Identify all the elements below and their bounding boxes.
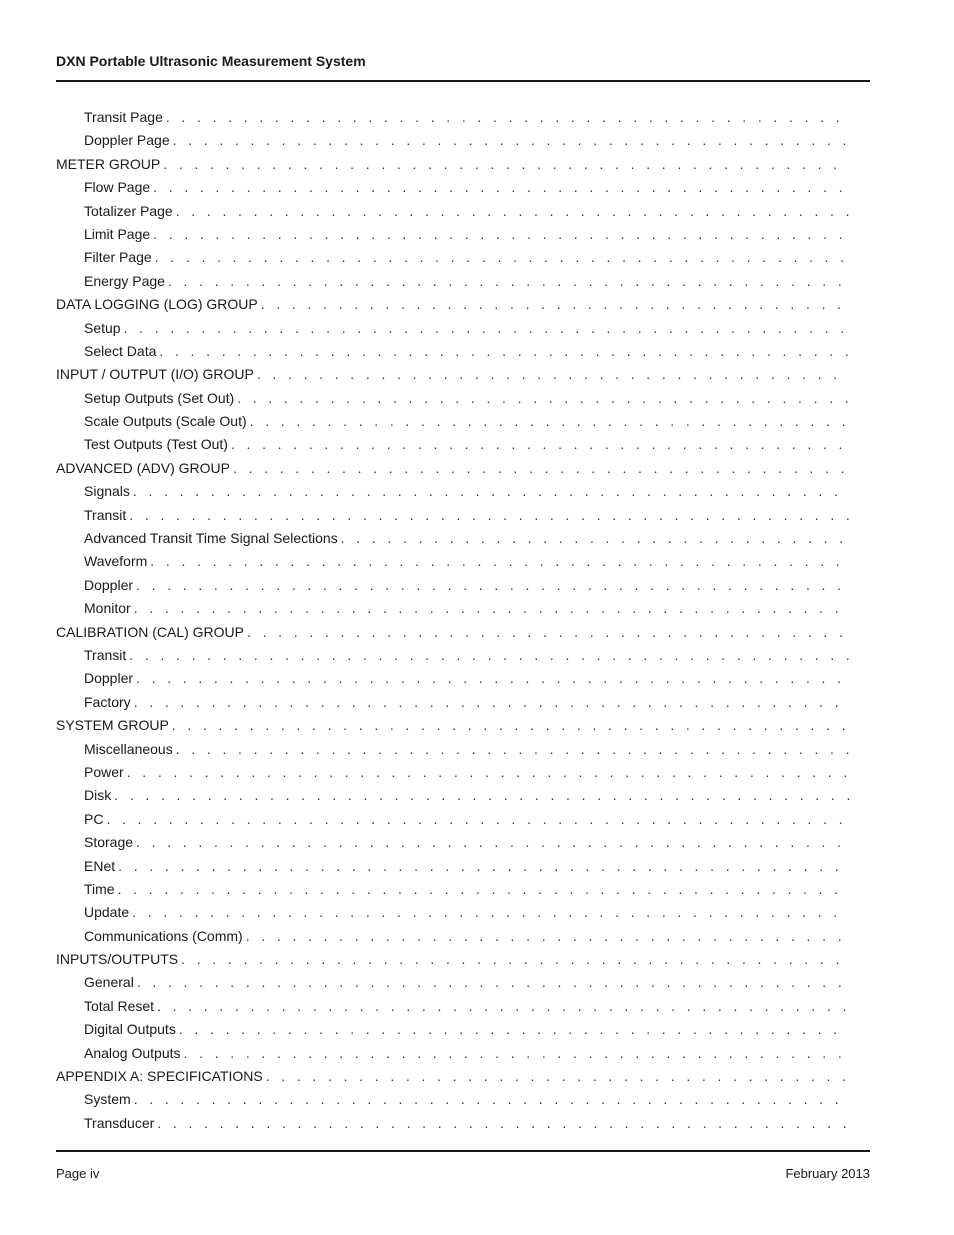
toc-entry-label: Doppler (84, 670, 134, 687)
dot-leader (157, 1112, 850, 1135)
toc-subsection-entry[interactable] (56, 246, 850, 269)
toc-subsection-entry[interactable] (56, 738, 850, 761)
toc-subsection-entry[interactable] (56, 667, 850, 690)
toc-subsection-entry[interactable] (56, 597, 850, 620)
dot-leader (261, 293, 850, 316)
toc-subsection-entry[interactable] (56, 831, 850, 854)
dot-leader (133, 480, 850, 503)
dot-leader (134, 597, 850, 620)
toc-entry-label: Transit (84, 646, 127, 663)
dot-leader (166, 106, 850, 129)
toc-subsection-entry[interactable] (56, 971, 850, 994)
toc-entry-label: Time (84, 880, 115, 897)
dot-leader (237, 387, 850, 410)
toc-entry-label: METER GROUP (56, 155, 161, 172)
dot-leader (250, 410, 850, 433)
dot-leader (341, 527, 850, 550)
toc-section-entry[interactable] (56, 948, 850, 971)
toc-subsection-entry[interactable] (56, 995, 850, 1018)
toc-subsection-entry[interactable] (56, 527, 850, 550)
toc-entry-label: Factory (84, 693, 131, 710)
toc-subsection-entry[interactable] (56, 550, 850, 573)
toc-subsection-entry[interactable] (56, 1112, 850, 1135)
toc-entry-label: Doppler (84, 576, 134, 593)
toc-subsection-entry[interactable] (56, 925, 850, 948)
dot-leader (172, 714, 850, 737)
dot-leader (129, 644, 850, 667)
toc-entry-label: Digital Outputs (84, 1021, 176, 1038)
toc-section-entry[interactable] (56, 457, 850, 480)
toc-entry-label: Communications (Comm) (84, 927, 243, 944)
dot-leader (246, 925, 850, 948)
page-number: Page iv (56, 1166, 100, 1181)
dot-leader (136, 667, 850, 690)
toc-entry-label: Test Outputs (Test Out) (84, 436, 228, 453)
dot-leader (124, 317, 850, 340)
toc-subsection-entry[interactable] (56, 691, 850, 714)
dot-leader (168, 270, 850, 293)
dot-leader (129, 504, 850, 527)
toc-entry-label: Transducer (84, 1114, 155, 1131)
dot-leader (132, 901, 850, 924)
toc-entry-label: INPUTS/OUTPUTS (56, 951, 179, 968)
dot-leader (247, 621, 850, 644)
toc-entry-label: Disk (84, 787, 112, 804)
toc-subsection-entry[interactable] (56, 761, 850, 784)
toc-entry-label: SYSTEM GROUP (56, 717, 169, 734)
toc-section-entry[interactable] (56, 363, 850, 386)
toc-subsection-entry[interactable] (56, 480, 850, 503)
dot-leader (181, 948, 850, 971)
dot-leader (136, 574, 850, 597)
dot-leader (233, 457, 850, 480)
footer-rule (56, 1150, 870, 1152)
toc-entry-label: Totalizer Page (84, 202, 173, 219)
toc-entry-label: Energy Page (84, 272, 165, 289)
dot-leader (134, 691, 850, 714)
toc-entry-label: Setup Outputs (Set Out) (84, 389, 235, 406)
toc-entry-label: Flow Page (84, 179, 151, 196)
document-title: DXN Portable Ultrasonic Measurement System (56, 53, 366, 69)
toc-subsection-entry[interactable] (56, 106, 850, 129)
toc-entry-label: Scale Outputs (Scale Out) (84, 413, 247, 430)
toc-subsection-entry[interactable] (56, 878, 850, 901)
toc-section-entry[interactable] (56, 621, 850, 644)
toc-entry-label: Filter Page (84, 249, 152, 266)
dot-leader (114, 784, 850, 807)
toc-subsection-entry[interactable] (56, 387, 850, 410)
toc-entry-label: Monitor (84, 600, 131, 617)
dot-leader (266, 1065, 850, 1088)
toc-section-entry[interactable] (56, 153, 850, 176)
toc-entry-label: Transit Page (84, 109, 163, 125)
toc-entry-label: System (84, 1091, 131, 1108)
toc-section-entry[interactable] (56, 714, 850, 737)
toc-subsection-entry[interactable] (56, 410, 850, 433)
toc-entry-label: ADVANCED (ADV) GROUP (56, 459, 230, 476)
toc-entry-label: General (84, 974, 134, 991)
toc-subsection-entry[interactable] (56, 270, 850, 293)
toc-section-entry[interactable] (56, 293, 850, 316)
toc-entry-label: Transit (84, 506, 127, 523)
toc-subsection-entry[interactable] (56, 1042, 850, 1065)
dot-leader (155, 246, 850, 269)
toc-subsection-entry[interactable] (56, 784, 850, 807)
toc-entry-label: CALIBRATION (CAL) GROUP (56, 623, 244, 640)
toc-subsection-entry[interactable] (56, 223, 850, 246)
toc-entry-label: Select Data (84, 342, 157, 359)
toc-entry-label: ENet (84, 857, 116, 874)
toc-entry-label: Doppler Page (84, 132, 170, 149)
dot-leader (176, 200, 850, 223)
dot-leader (179, 1018, 850, 1041)
toc-entry-label: Miscellaneous (84, 740, 173, 757)
toc-entry-label: Update (84, 904, 130, 921)
dot-leader (127, 761, 850, 784)
toc-entry-label: Signals (84, 483, 130, 500)
toc-entry-label: Power (84, 763, 124, 780)
toc-entry-label: PC (84, 810, 104, 827)
dot-leader (153, 176, 850, 199)
toc-entry-label: INPUT / OUTPUT (I/O) GROUP (56, 366, 254, 383)
toc-subsection-entry[interactable] (56, 1018, 850, 1041)
toc-subsection-entry[interactable] (56, 200, 850, 223)
dot-leader (150, 550, 850, 573)
header-rule (56, 80, 870, 82)
table-of-contents (56, 106, 850, 1135)
toc-subsection-entry[interactable] (56, 808, 850, 831)
dot-leader (118, 855, 850, 878)
toc-subsection-entry[interactable] (56, 644, 850, 667)
toc-subsection-entry[interactable] (56, 901, 850, 924)
toc-entry-label: DATA LOGGING (LOG) GROUP (56, 296, 258, 313)
publication-date: February 2013 (785, 1166, 870, 1181)
toc-entry-label: Setup (84, 319, 121, 336)
dot-leader (176, 738, 850, 761)
toc-entry-label: Storage (84, 834, 134, 851)
dot-leader (184, 1042, 850, 1065)
toc-subsection-entry[interactable] (56, 504, 850, 527)
toc-subsection-entry[interactable] (56, 433, 850, 456)
dot-leader (257, 363, 850, 386)
dot-leader (136, 831, 850, 854)
toc-entry-label: Total Reset (84, 997, 155, 1014)
toc-subsection-entry[interactable] (56, 1088, 850, 1111)
toc-subsection-entry[interactable] (56, 574, 850, 597)
dot-leader (106, 808, 850, 831)
toc-section-entry[interactable] (56, 1065, 850, 1088)
toc-subsection-entry[interactable] (56, 317, 850, 340)
toc-entry-label: Limit Page (84, 225, 151, 242)
toc-subsection-entry[interactable] (56, 340, 850, 363)
toc-subsection-entry[interactable] (56, 176, 850, 199)
toc-entry-label: Advanced Transit Time Signal Selections (84, 530, 338, 547)
toc-entry-label: Waveform (84, 553, 148, 570)
dot-leader (163, 153, 850, 176)
dot-leader (231, 433, 850, 456)
dot-leader (173, 129, 850, 152)
toc-subsection-entry[interactable] (56, 855, 850, 878)
dot-leader (137, 971, 850, 994)
toc-subsection-entry[interactable] (56, 129, 850, 152)
dot-leader (118, 878, 850, 901)
dot-leader (134, 1088, 850, 1111)
toc-entry-label: Analog Outputs (84, 1044, 181, 1061)
dot-leader (159, 340, 850, 363)
toc-entry-label: APPENDIX A: SPECIFICATIONS (56, 1068, 263, 1085)
dot-leader (153, 223, 850, 246)
dot-leader (157, 995, 850, 1018)
